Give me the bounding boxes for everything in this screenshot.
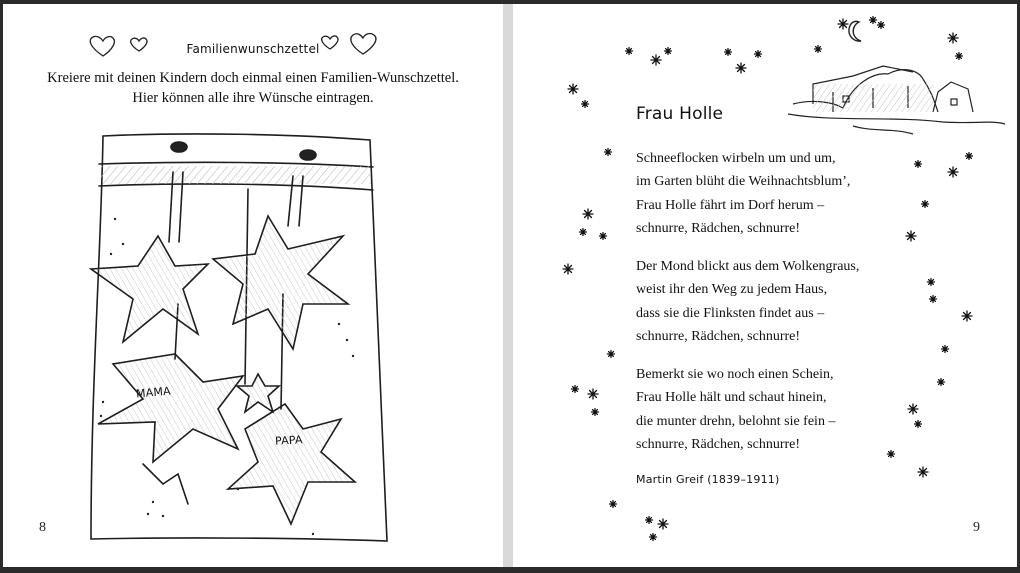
mama-label: MAMA	[135, 384, 172, 401]
poem-line: im Garten blüht die Weihnachtsblum’,	[636, 174, 851, 190]
poem-line: dass sie die Flinksten findet aus –	[636, 305, 825, 321]
wishlist-heading: Familienwunschzettel	[186, 42, 320, 56]
poem-line: die munter drehn, belohnt sie fein –	[636, 413, 836, 429]
poem-line: schnurre, Rädchen, schnurre!	[636, 436, 801, 452]
poem-author: Martin Greif (1839–1911)	[636, 473, 780, 486]
intro-text: Kreiere mit deinen Kindern doch einmal einen Familien-Wunschzettel. Hier können alle ihre Wünsche eintragen.	[47, 70, 459, 106]
stanza-1	[636, 147, 850, 240]
poem-line: schnurre, Rädchen, schnurre!	[636, 328, 801, 344]
poem-line: weist ihr den Weg zu jedem Haus,	[636, 282, 828, 298]
poem-line: Frau Holle hält und schaut hinein,	[636, 390, 827, 406]
poem-line: Schneeflocken wirbeln um und um,	[636, 151, 836, 166]
poem-line: Frau Holle fährt im Dorf herum –	[636, 197, 825, 213]
wishlist-illustration	[3, 4, 503, 567]
house-icon	[788, 66, 1005, 134]
page-number-right: 9	[973, 520, 980, 535]
right-page	[513, 4, 1017, 567]
book-gutter	[503, 4, 513, 567]
stanza-3	[636, 363, 835, 456]
moon-icon	[849, 21, 861, 41]
page-number-left: 8	[39, 520, 46, 535]
left-page	[3, 4, 503, 567]
poem-line: schnurre, Rädchen, schnurre!	[636, 220, 801, 236]
stanza-2	[636, 255, 859, 348]
poem-line: Bemerkt sie wo noch einen Schein,	[636, 367, 834, 382]
papa-label: PAPA	[274, 433, 304, 448]
poem-line: Der Mond blickt aus dem Wolkengraus,	[636, 259, 860, 274]
poem-title: Frau Holle	[636, 104, 724, 124]
